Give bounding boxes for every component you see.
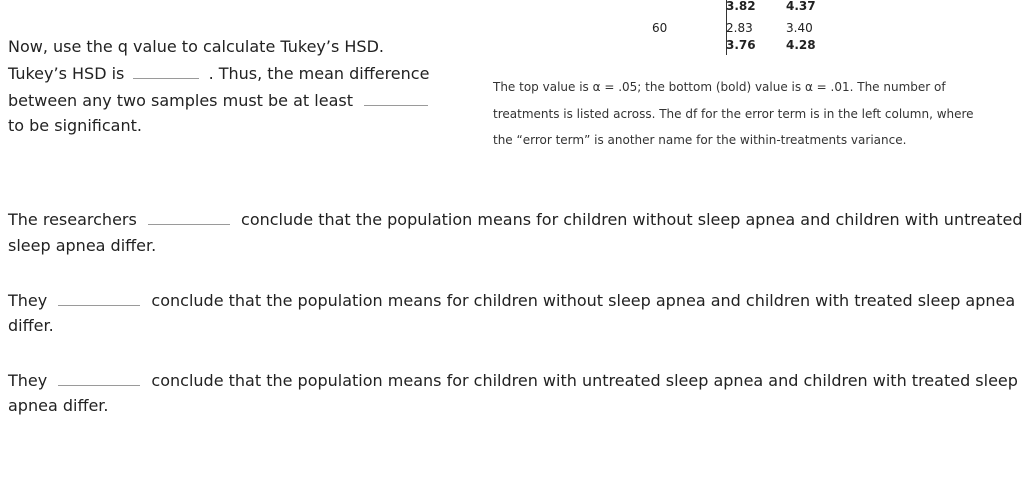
question4-answer-blank[interactable] [58, 367, 140, 386]
table-cell: 3.40 [786, 21, 813, 35]
question1-text: between any two samples must be at least [8, 91, 353, 110]
question3-line2: differ. [8, 316, 54, 335]
question2-line1 [8, 206, 1023, 233]
table-note-line: The top value is α = .05; the bottom (bold) value is α = .01. The number of [493, 80, 946, 94]
question4-line1 [8, 367, 1018, 394]
table-cell: 3.82 [726, 0, 756, 13]
question4-prefix: They [8, 371, 48, 390]
question4-line2: apnea differ. [8, 396, 109, 415]
question2-line2: sleep apnea differ. [8, 236, 157, 255]
table-cell: 2.83 [726, 21, 753, 35]
hsd-answer-blank[interactable] [133, 60, 199, 79]
question1-line1: Now, use the q value to calculate Tukey’s HSD. [8, 37, 384, 56]
question1-line4: to be significant. [8, 116, 142, 135]
table-note-line: treatments is listed across. The df for the error term is in the left column, where [493, 107, 974, 121]
question1-line3 [8, 87, 428, 114]
question1-text: . Thus, the mean difference [208, 64, 430, 83]
question2-text: conclude that the population means for children without sleep apnea and children with untreated [241, 210, 1023, 229]
question4-text: conclude that the population means for children with untreated sleep apnea and children with treated sleep [151, 371, 1018, 390]
question3-text: conclude that the population means for children without sleep apnea and children with treated sleep apnea [151, 291, 1016, 310]
table-df-label: 60 [652, 21, 668, 35]
question1-text: Tukey’s HSD is [8, 64, 125, 83]
table-note-line: the “error term” is another name for the within-treatments variance. [493, 133, 907, 147]
min-difference-blank[interactable] [364, 87, 428, 106]
question3-line1 [8, 287, 1015, 314]
table-cell: 4.37 [786, 0, 816, 13]
question3-prefix: They [8, 291, 48, 310]
question2-prefix: The researchers [8, 210, 137, 229]
table-cell: 4.28 [786, 38, 816, 52]
table-cell: 3.76 [726, 38, 756, 52]
question3-answer-blank[interactable] [58, 287, 140, 306]
question1-line2 [8, 60, 429, 87]
question2-answer-blank[interactable] [148, 206, 230, 225]
